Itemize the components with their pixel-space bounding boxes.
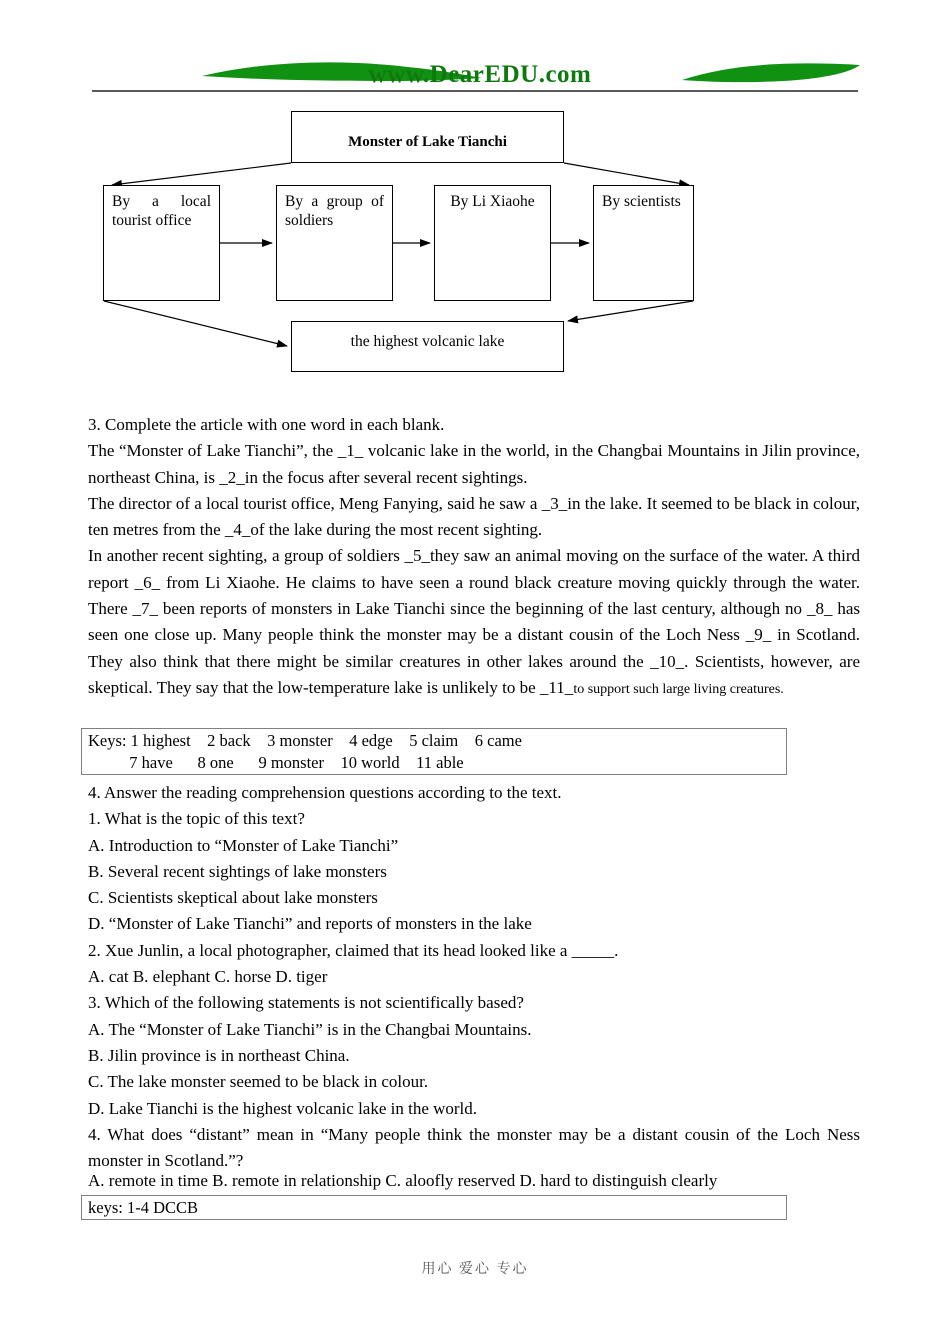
keys-answers-line: keys: 1-4 DCCB xyxy=(88,1198,199,1217)
question-2-options: A. cat B. elephant C. horse D. tiger xyxy=(88,967,328,987)
article-paragraph-3-tail: to support such large living creatures. xyxy=(573,681,784,697)
comprehension-section xyxy=(88,780,860,1174)
article-paragraph-3-main: In another recent sighting, a group of soldiers _5_they saw an animal moving on the surface of the water. A third report _6_ from Li Xiaohe. He claims to have seen a round black creature moving quickly through the water. There _7_ been reports of monsters in Lake Tianchi since the beginning of the last century, although no _8_ has seen one close up. Many people think the monster may be a distant cousin of the Loch Ness _9_ in Scotland. They also think that there might be similar creatures in other lakes around the _10_. Scientists, however, are skeptical. They say that the low-temperature lake is unlikely to be _11_ xyxy=(88,546,860,697)
question-4-stem: 4. What does “distant” mean in “Many people think the monster may be a distant cousin of the Loch Ness monster in Scotland.”? xyxy=(88,1124,860,1171)
question-4-options-wrap xyxy=(88,1168,860,1194)
diagram-node-soldiers xyxy=(276,185,393,301)
question-3-stem: 3. Which of the following statements is not scientifically based? xyxy=(88,993,524,1013)
keys-blanks-line-1: Keys: 1 highest 2 back 3 monster 4 edge 5 claim 6 came xyxy=(88,731,522,750)
question-1-option-d: D. “Monster of Lake Tianchi” and reports of monsters in the lake xyxy=(88,914,532,934)
flow-diagram xyxy=(0,0,950,400)
article-section xyxy=(88,412,860,703)
question-3-option-b: B. Jilin province is in northeast China. xyxy=(88,1045,350,1065)
question-2-stem: 2. Xue Junlin, a local photographer, claimed that its head looked like a _____. xyxy=(88,940,619,960)
keys-blanks-line-2: 7 have 8 one 9 monster 10 world 11 able xyxy=(88,753,464,772)
comprehension-instruction: 4. Answer the reading comprehension questions according to the text. xyxy=(88,783,562,802)
diagram-node-scientists xyxy=(593,185,694,301)
diagram-node-tourist-office-label: By a local tourist office xyxy=(112,193,211,229)
arrow-scientists-to-lake xyxy=(568,301,693,321)
question-1-option-c: C. Scientists skeptical about lake monsters xyxy=(88,888,378,908)
question-1-option-a: A. Introduction to “Monster of Lake Tianchi” xyxy=(88,835,399,855)
diagram-node-highest-volcanic-lake-label: the highest volcanic lake xyxy=(350,333,505,350)
site-url-text: www.DearEDU.com xyxy=(368,61,592,88)
article-paragraph-1: The “Monster of Lake Tianchi”, the _1_ volcanic lake in the world, in the Changbai Mountains in Jilin province, northeast China, is _2_in the focus after several recent sightings. xyxy=(88,441,860,487)
question-1-stem: 1. What is the topic of this text? xyxy=(88,809,305,829)
arrow-title-to-scientists xyxy=(564,163,689,185)
page-footer xyxy=(0,1258,950,1278)
diagram-node-tourist-office xyxy=(103,185,220,301)
keys-answers-box xyxy=(81,1195,787,1220)
article-paragraph-2: The director of a local tourist office, Meng Fanying, said he saw a _3_in the lake. It seemed to be black in colour, ten metres from the _4_of the lake during the most recent sighting. xyxy=(88,493,860,540)
diagram-node-highest-volcanic-lake xyxy=(291,321,564,372)
diagram-node-title xyxy=(291,111,564,163)
diagram-node-scientists-label: By scientists xyxy=(602,193,681,210)
question-3-option-c: C. The lake monster seemed to be black in colour. xyxy=(88,1072,429,1092)
arrow-tourist-to-lake xyxy=(104,301,287,346)
article-instruction: 3. Complete the article with one word in each blank. xyxy=(88,415,445,434)
question-1-option-b: B. Several recent sightings of lake monsters xyxy=(88,861,387,881)
question-3-option-d: D. Lake Tianchi is the highest volcanic lake in the world. xyxy=(88,1098,478,1118)
diagram-node-title-label: Monster of Lake Tianchi xyxy=(348,134,507,150)
article-paragraph-3 xyxy=(88,543,860,703)
question-4-options: A. remote in time B. remote in relationship C. aloofly reserved D. hard to distinguish clearly xyxy=(88,1171,718,1190)
keys-blanks-box xyxy=(81,728,787,775)
diagram-node-li-xiaohe xyxy=(434,185,551,301)
diagram-node-soldiers-label: By a group of soldiers xyxy=(285,193,384,229)
diagram-node-li-xiaohe-label: By Li Xiaohe xyxy=(450,193,535,210)
arrow-title-to-tourist xyxy=(112,163,291,185)
question-3-option-a: A. The “Monster of Lake Tianchi” is in the Changbai Mountains. xyxy=(88,1019,532,1039)
page-footer-text: 用心 爱心 专心 xyxy=(421,1262,529,1277)
